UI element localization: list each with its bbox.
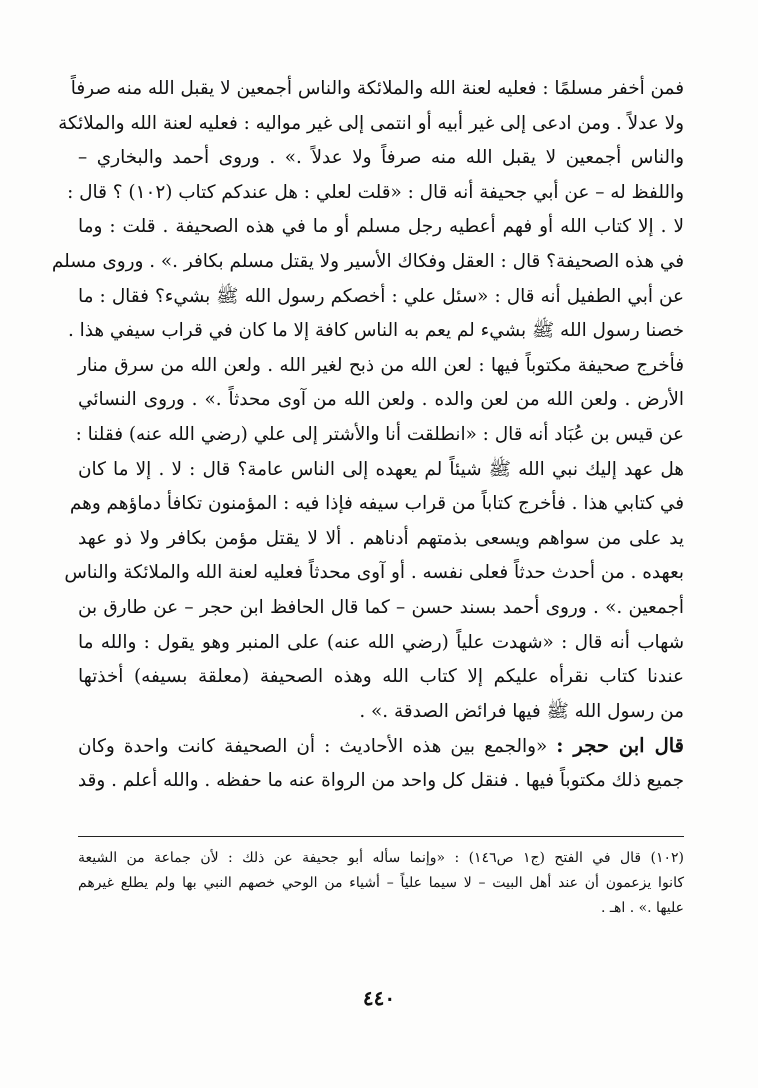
text-line: بعهده . من أحدث حدثاً فعلى نفسه . أو آوى محدثاً فعليه لعنة الله والملائكة والناس [64, 562, 684, 584]
footnote-block [78, 846, 684, 921]
text-line: فمن أخفر مسلمًا : فعليه لعنة الله والملائكة والناس أجمعين لا يقبل الله منه صرفاً [70, 78, 684, 99]
text-line: عن أبي الطفيل أنه قال : «سئل علي : أخصكم رسول الله ﷺ بشيء؟ فقال : ما [78, 285, 684, 307]
text-line: أجمعين .» . وروى أحمد بسند حسن – كما قال الحافظ ابن حجر – عن طارق بن [78, 596, 684, 618]
footnote-line: (١٠٢) قال في الفتح (ج١ ص١٤٦) : «وإنما سأله أبو جحيفة عن ذلك : لأن جماعة من الشيعة [78, 850, 684, 866]
body-text [51, 72, 684, 798]
footnote-line: كانوا يزعمون أن عند أهل البيت – لا سيما علياً – أشياء من الوحي خصهم النبي بها ولم يطلع غيرهم [78, 875, 684, 891]
paragraph-lead: قال ابن حجر : [556, 734, 684, 758]
paragraph-line-rest: «والجمع بين هذه الأحاديث : أن الصحيفة كانت واحدة وكان [78, 736, 557, 758]
text-line: خصنا رسول الله ﷺ بشيء لم يعم به الناس كافة إلا ما كان في قراب سيفي هذا . [67, 320, 684, 342]
text-line: عن قيس بن عُبَاد أنه قال : «انطلقت أنا والأشتر إلى علي (رضي الله عنه) فقلنا : [75, 423, 684, 445]
text-line: عندنا كتاب نقرأه عليكم إلا كتاب الله وهذه الصحيفة (معلقة بسيفه) أخذتها [78, 666, 684, 688]
text-line: جميع ذلك مكتوباً فيها . فنقل كل واحد من الرواة عنه ما حفظه . والله أعلم . وقد [77, 769, 684, 791]
text-line: والناس أجمعين لا يقبل الله منه صرفاً ولا عدلاً .» . وروى أحمد والبخاري – [78, 147, 684, 169]
page-number: ٤٤٠ [362, 986, 396, 1010]
text-line: الأرض . ولعن الله من لعن والده . ولعن الله من آوى محدثاً .» . وروى النسائي [78, 389, 684, 411]
footnote-line: عليها .» . اهـ . [600, 900, 684, 916]
text-line: هل عهد إليك نبي الله ﷺ شيئاً لم يعهده إلى الناس عامة؟ قال : لا . إلا ما كان [78, 458, 684, 480]
text-line: في كتابي هذا . فأخرج كتاباً من قراب سيفه فإذا فيه : المؤمنون تكافأ دماؤهم وهم [69, 493, 684, 515]
text-line: فأخرج صحيفة مكتوباً فيها : لعن الله من ذبح لغير الله . ولعن الله من سرق منار [78, 354, 684, 376]
text-line: ولا عدلاً . ومن ادعى إلى غير أبيه أو انتمى إلى غير مواليه : فعليه لعنة الله والملائكة [58, 112, 684, 134]
footnote-divider [78, 836, 684, 837]
text-line: لا . إلا كتاب الله أو فهم أعطيه رجل مسلم أو ما في هذه الصحيفة . قلت : وما [78, 216, 684, 238]
text-line: شهاب أنه قال : «شهدت علياً (رضي الله عنه) على المنبر وهو يقول : والله ما [78, 631, 684, 653]
text-line: من رسول الله ﷺ فيها فرائض الصدقة .» . [359, 700, 684, 722]
text-line: واللفظ له – عن أبي جحيفة أنه قال : «قلت لعلي : هل عندكم كتاب (١٠٢) ؟ قال : [67, 181, 684, 203]
paragraph-first-line [78, 729, 684, 764]
text-line: يد على من سواهم ويسعى بذمتهم أدناهم . ألا لا يقتل مؤمن بكافر ولا ذو عهد [78, 527, 684, 549]
text-line: في هذه الصحيفة؟ قال : العقل وفكاك الأسير ولا يقتل مسلم بكافر .» . وروى مسلم [51, 250, 684, 272]
